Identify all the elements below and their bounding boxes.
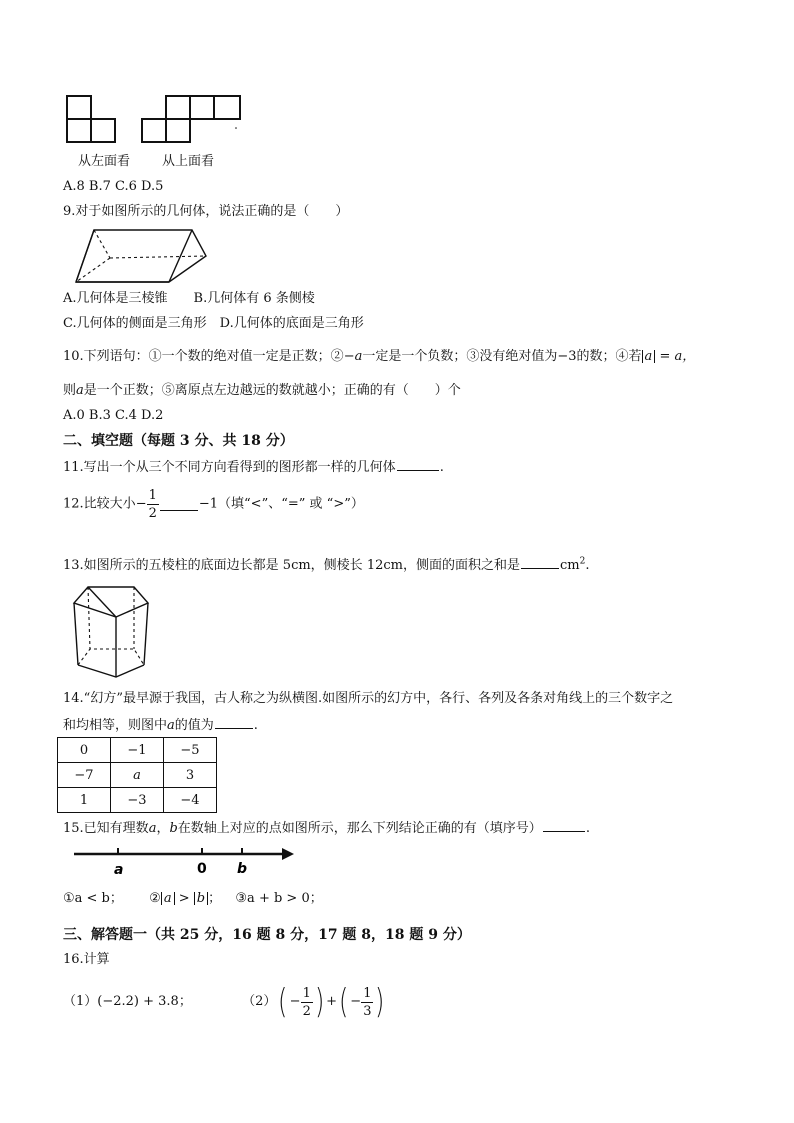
magic-cell: −1 bbox=[111, 738, 164, 763]
numberline-label-b: b bbox=[237, 861, 248, 877]
magic-row bbox=[58, 763, 217, 788]
q13-unit: cm bbox=[559, 558, 580, 573]
magic-cell: 1 bbox=[58, 788, 111, 813]
q12-prefix: 12.比较大小 bbox=[63, 496, 136, 512]
q9-option-ab: A.几何体是三棱锥 B.几何体有 6 条侧棱 bbox=[63, 291, 315, 306]
magic-cell: 3 bbox=[164, 763, 217, 788]
q14-line2 bbox=[63, 716, 258, 734]
q10-text-b: 一定是一个负数；③没有绝对值为 bbox=[362, 349, 558, 364]
q12-fraction: $\frac{1}{2}$ bbox=[148, 488, 157, 521]
q8-label-top: 从上面看 bbox=[162, 154, 215, 169]
q10-var-a: a bbox=[76, 383, 84, 398]
q10-text-c: 的数；④若 bbox=[576, 349, 642, 364]
q16-part1-label: （1） bbox=[63, 994, 98, 1010]
q9-question: 9.对于如图所示的几何体，说法正确的是（ ） bbox=[63, 204, 349, 219]
q15-conclusion-3: ③a + b > 0； bbox=[235, 891, 323, 906]
q16-part2-label: （2） bbox=[242, 994, 277, 1010]
q16-part1-expression: (−2.2) + 3.8； bbox=[97, 994, 192, 1010]
q10-neg-a: −a bbox=[343, 349, 363, 364]
q15-conclusions bbox=[63, 891, 323, 907]
q13-pentagonal-prism-figure bbox=[66, 585, 156, 680]
section3-heading: 三、解答题一（共 25 分，16 题 8 分，17 题 8，18 题 9 分） bbox=[63, 927, 471, 943]
q15-var-a: a bbox=[148, 821, 157, 836]
q10-options: A.0 B.3 C.4 D.2 bbox=[63, 408, 164, 423]
q13-end: . bbox=[585, 558, 590, 573]
q13-sup: 2 bbox=[579, 556, 586, 567]
q16-minus-1: − bbox=[289, 994, 301, 1010]
q14-magic-square bbox=[57, 737, 217, 813]
q15-text-b: ， bbox=[156, 821, 170, 836]
q8-left-view-figure bbox=[64, 94, 124, 146]
magic-cell: −5 bbox=[164, 738, 217, 763]
magic-cell: 0 bbox=[58, 738, 111, 763]
q14-text-a: 和均相等，则图中 bbox=[63, 718, 168, 733]
q10-eq-a: = a， bbox=[659, 349, 696, 364]
q14-var-a: a bbox=[167, 718, 175, 733]
q14-answer-blank[interactable] bbox=[215, 716, 253, 729]
q16-paren-open: ( bbox=[278, 982, 288, 1022]
q16-fraction-1: $\frac{1}{2}$ bbox=[302, 985, 311, 1019]
q15-question bbox=[63, 819, 590, 837]
q8-options: A.8 B.7 C.6 D.5 bbox=[63, 179, 164, 194]
q10-abs-a: a bbox=[642, 350, 656, 363]
numberline-label-a: a bbox=[114, 862, 124, 878]
magic-cell: −4 bbox=[164, 788, 217, 813]
numberline-label-0: 0 bbox=[197, 861, 207, 877]
q15-conclusion-2-end: ； bbox=[208, 891, 222, 906]
q15-answer-blank[interactable] bbox=[543, 819, 585, 832]
q11-text: 11.写出一个从三个不同方向看得到的图形都一样的几何体 bbox=[63, 460, 396, 475]
q10-text-a: 10.下列语句：①一个数的绝对值一定是正数；② bbox=[63, 349, 344, 364]
q16-minus-2: − bbox=[350, 994, 362, 1010]
magic-row bbox=[58, 738, 217, 763]
q12-minus: − bbox=[135, 496, 147, 512]
magic-cell: a bbox=[111, 763, 164, 788]
q11-answer-blank[interactable] bbox=[397, 458, 439, 471]
q15-end: . bbox=[585, 821, 590, 836]
q10-line1 bbox=[63, 349, 695, 365]
q15-number-line bbox=[72, 844, 300, 878]
q11-end: . bbox=[439, 460, 444, 475]
q12-suffix: −1（填“<”、“=” 或 “>”） bbox=[198, 496, 364, 512]
q9-triangular-prism-figure bbox=[72, 228, 212, 284]
magic-cell: −7 bbox=[58, 763, 111, 788]
q16-paren-close-2: ) bbox=[375, 982, 385, 1022]
q15-gt: > bbox=[178, 891, 190, 906]
q16-plus: + bbox=[326, 994, 338, 1010]
q16-paren-close: ) bbox=[314, 982, 325, 1022]
q16-fraction-2: $\frac{1}{3}$ bbox=[363, 985, 372, 1019]
q15-var-b: b bbox=[169, 821, 178, 836]
magic-row bbox=[58, 788, 217, 813]
q13-text: 13.如图所示的五棱柱的底面边长都是 5cm，侧棱长 12cm，侧面的面积之和是 bbox=[63, 558, 520, 573]
q15-conclusion-1: ①a < b； bbox=[63, 891, 123, 906]
q15-text-c: 在数轴上对应的点如图所示，那么下列结论正确的有（填序号） bbox=[177, 821, 542, 836]
q15-abs-b: b bbox=[194, 892, 208, 905]
q10-neg3: −3 bbox=[557, 349, 577, 364]
q13-question bbox=[63, 556, 589, 574]
q10-line2 bbox=[63, 383, 461, 399]
magic-cell: −3 bbox=[111, 788, 164, 813]
q16-title: 16.计算 bbox=[63, 952, 110, 967]
q11-question bbox=[63, 458, 444, 476]
q12-question bbox=[63, 489, 364, 531]
section2-heading: 二、填空题（每题 3 分、共 18 分） bbox=[63, 433, 294, 449]
q10-text-d: 则 bbox=[63, 383, 77, 398]
q16-paren-open-2: ( bbox=[339, 982, 349, 1022]
q10-text-e: 是一个正数；⑤离原点左边越远的数就越小；正确的有（ ）个 bbox=[83, 383, 461, 398]
q13-answer-blank[interactable] bbox=[521, 556, 559, 569]
q8-top-view-figure bbox=[140, 94, 250, 146]
q15-abs-a: a bbox=[161, 892, 175, 905]
q14-text-b: 的值为 bbox=[174, 718, 214, 733]
q12-answer-blank[interactable] bbox=[160, 498, 198, 511]
q14-end: . bbox=[253, 718, 258, 733]
q8-label-left: 从左面看 bbox=[78, 154, 131, 169]
q15-text-a: 15.已知有理数 bbox=[63, 821, 149, 836]
q9-option-cd: C.几何体的侧面是三角形 D.几何体的底面是三角形 bbox=[63, 316, 364, 331]
q15-conclusion-2-prefix: ② bbox=[149, 891, 161, 906]
q16-problems bbox=[63, 982, 387, 1027]
q14-line1: 14.“幻方”最早源于我国，古人称之为纵横图.如图所示的幻方中，各行、各列及各条对角线上的三个数字之 bbox=[63, 691, 674, 706]
